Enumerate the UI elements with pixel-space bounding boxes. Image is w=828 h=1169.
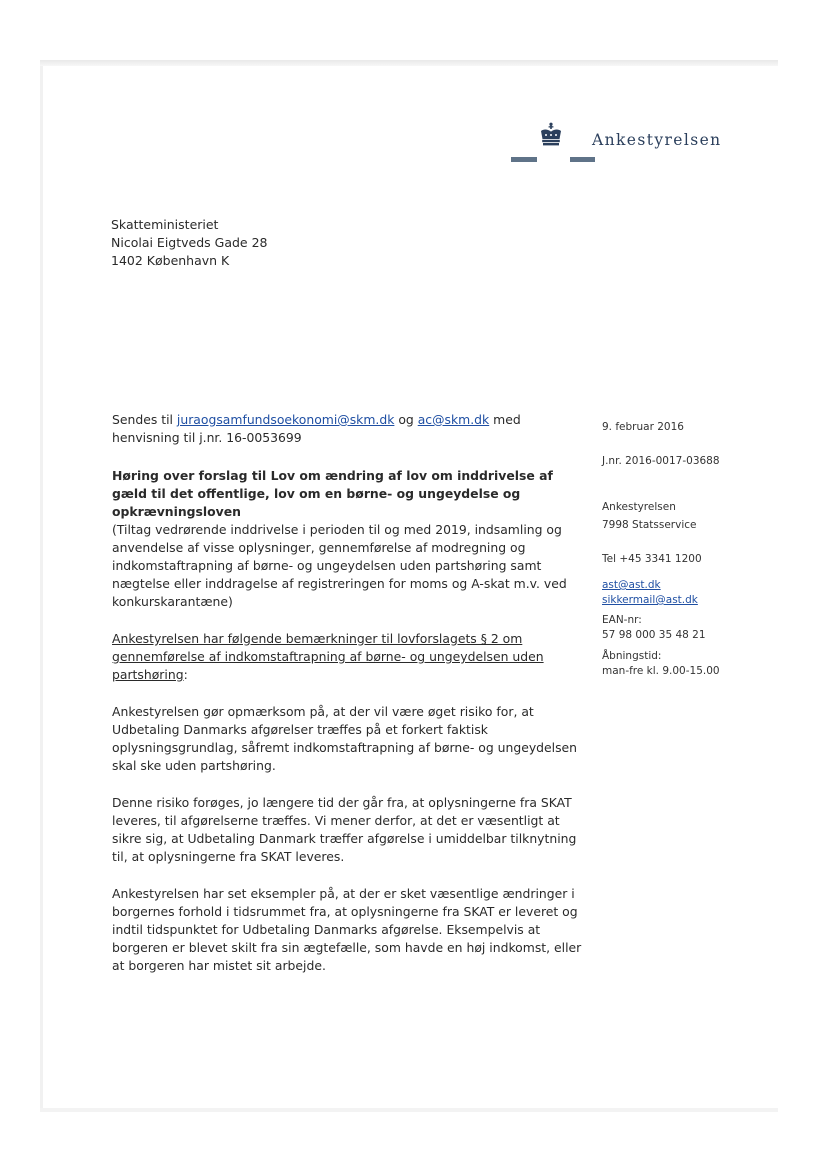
recipient-name: Skatteministeriet: [111, 217, 219, 232]
email-link-skm-jura[interactable]: juraogsamfundsoekonomi@skm.dk: [176, 412, 395, 427]
recipient-address: [111, 216, 268, 270]
letter-body: [112, 411, 590, 975]
logo-text: Ankestyrelsen: [592, 131, 722, 149]
letter-date: 9. februar 2016: [602, 421, 684, 433]
ean-label: EAN-nr:: [602, 614, 642, 626]
opening-hours-label: Åbningstid:: [602, 650, 662, 662]
recipient-city: 1402 København K: [111, 253, 230, 268]
paragraph-3: Ankestyrelsen har set eksempler på, at der er sket væsentlige ændringer i borgernes forhold i tidsrummet fra, at oplysningerne fra SKAT er leveret og indtil tidspunktet for Udbetaling Danmarks afgørelse. Eksempelvis at borgeren er blevet skilt fra sin ægtefælle, som havde en høj indkomst, eller at borgeren har mistet sit arbejde.: [112, 886, 582, 973]
letter-heading: Høring over forslag til Lov om ændring af lov om inddrivelse af gæld til det offentlige, lov om en børne- og ungeydelse og opkrævningsloven: [112, 468, 553, 519]
recipient-street: Nicolai Eigtveds Gade 28: [111, 235, 268, 250]
scan-edge-left: [40, 66, 43, 1111]
journal-number: J.nr. 2016-0017-03688: [602, 455, 720, 467]
section-title-colon: :: [183, 667, 188, 682]
logo-bar-left: [511, 157, 537, 162]
crown-icon: [538, 122, 564, 148]
scan-edge-top: [40, 60, 778, 66]
email-link-sikkermail[interactable]: sikkermail@ast.dk: [602, 594, 698, 606]
ean-value: 57 98 000 35 48 21: [602, 629, 706, 641]
logo-bar-right: [570, 157, 595, 162]
sender-phone: Tel +45 3341 1200: [602, 553, 702, 565]
letter-subtitle: (Tiltag vedrørende inddrivelse i perioden til og med 2019, indsamling og anvendelse af visse oplysninger, gennemførelse af modregning og indkomstaftrapning af børne- og ungeydelsen uden partshøring samt nægtelse eller inddragelse af registreringen for moms og A-skat m.v. ved konkurskarantæne): [112, 522, 567, 609]
ankestyrelsen-logo: [508, 122, 768, 170]
opening-hours-value: man-fre kl. 9.00-15.00: [602, 665, 720, 677]
send-mid: og: [394, 412, 418, 427]
sender-info-sidebar: [602, 420, 812, 679]
section-title-text: Ankestyrelsen har følgende bemærkninger til lovforslagets § 2 om gennemførelse af indkomstaftrapning af børne- og ungeydelsen uden partshøring: [112, 631, 544, 682]
send-prefix: Sendes til: [112, 412, 177, 427]
send-suffix: med henvisning til j.nr. 16-0053699: [112, 412, 521, 445]
paragraph-1: Ankestyrelsen gør opmærksom på, at der vil være øget risiko for, at Udbetaling Danmarks afgørelser træffes på et forkert faktisk oplysningsgrundlag, såfremt indkomstaftrapning af børne- og ungeydelsen skal ske uden partshøring.: [112, 704, 578, 773]
sender-org: Ankestyrelsen: [602, 501, 676, 513]
section-title: [112, 630, 590, 684]
sender-postal: 7998 Statsservice: [602, 519, 697, 531]
scan-edge-bottom: [40, 1108, 778, 1112]
email-link-skm-ac[interactable]: ac@skm.dk: [417, 412, 490, 427]
email-link-ast[interactable]: ast@ast.dk: [602, 579, 661, 591]
send-instruction: [112, 411, 590, 447]
paragraph-2: Denne risiko forøges, jo længere tid der går fra, at oplysningerne fra SKAT leveres, til afgørelserne træffes. Vi mener derfor, at det er væsentligt at sikre sig, at Udbetaling Danmark træffer afgørelse i umiddelbar tilknytning til, at oplysningerne fra SKAT leveres.: [112, 795, 577, 864]
